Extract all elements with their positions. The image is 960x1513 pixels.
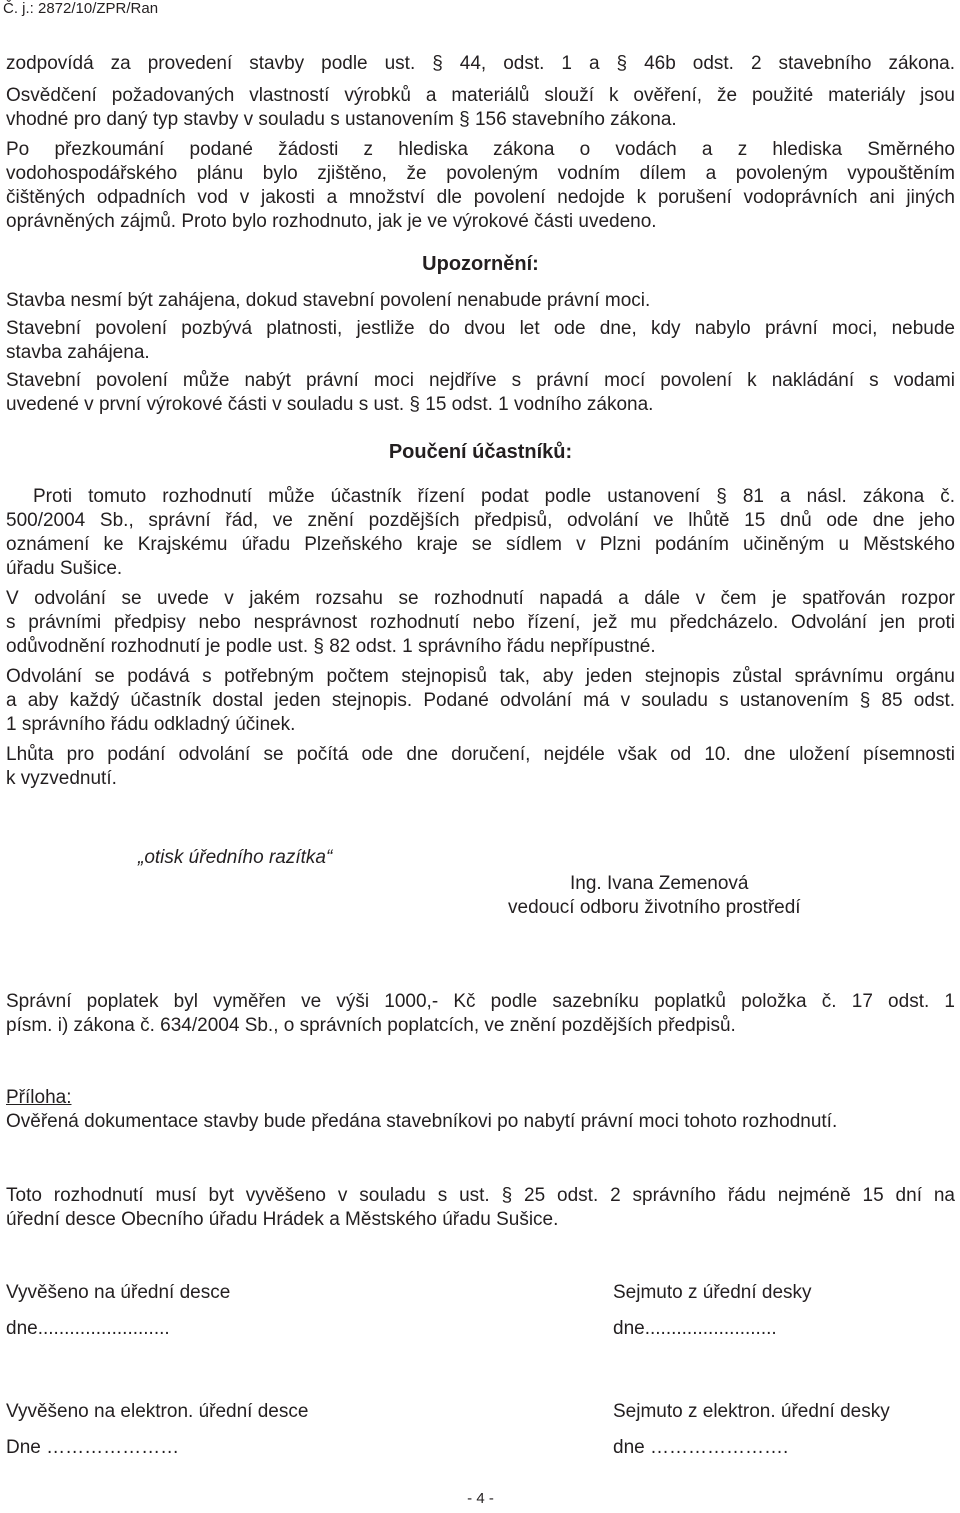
signatory-position: vedoucí odboru životního prostředí <box>508 897 801 918</box>
sejmuto-label: Sejmuto z úřední desky <box>613 1282 812 1303</box>
vyveseni-line: úřední desce Obecního úřadu Hrádek a Městského úřadu Sušice. <box>6 1209 559 1230</box>
upozorneni-line: stavba zahájena. <box>6 342 150 363</box>
signatory-name: Ing. Ivana Zemenová <box>570 873 749 894</box>
pouceni-heading: Poučení účastníků: <box>388 441 573 463</box>
upozorneni-heading: Upozornění: <box>422 253 539 275</box>
stamp-placeholder: „otisk úředního razítka“ <box>138 847 333 868</box>
pouceni-line: Proti tomuto rozhodnutí může účastník řízení podat podle ustanovení § 81 a násl. zákona č. <box>33 486 955 507</box>
priloha-label: Příloha: <box>6 1087 72 1108</box>
pouceni-line: V odvolání se uvede v jakém rozsahu se rozhodnutí napadá a dále v čem je spatřován rozpor <box>6 588 955 609</box>
upozorneni-line: Stavební povolení pozbývá platnosti, jestliže do dvou let ode dne, kdy nabylo právní moci, nebude <box>6 318 955 339</box>
sejmuto-elektron-date: dne …………………. <box>613 1437 789 1458</box>
pouceni-line: k vyzvednutí. <box>6 768 117 789</box>
poplatek-line: Správní poplatek byl vyměřen ve výši 1000,- Kč podle sazebníku poplatků položka č. 17 odst. 1 <box>6 991 955 1012</box>
body-line: čištěných odpadních vod v jakosti a množství dle povolení nedojde k porušení vodoprávních ani jiných <box>6 187 955 208</box>
upozorneni-line: uvedené v první výrokové části v souladu s ust. § 15 odst. 1 vodního zákona. <box>6 394 654 415</box>
pouceni-line: odůvodnění rozhodnutí je podle ust. § 82 odst. 1 správního řádu nepřípustné. <box>6 636 656 657</box>
upozorneni-line: Stavební povolení může nabýt právní moci nejdříve s právní mocí povolení k nakládání s vodami <box>6 370 955 391</box>
pouceni-line: Odvolání se podává s potřebným počtem stejnopisů tak, aby jeden stejnopis zůstal správnímu orgánu <box>6 666 955 687</box>
pouceni-line: úřadu Sušice. <box>6 558 123 579</box>
pouceni-line: oznámení ke Krajskému úřadu Plzeňského kraje se sídlem v Plzni podáním učiněným u Městského <box>6 534 955 555</box>
sejmuto-elektron-label: Sejmuto z elektron. úřední desky <box>613 1401 890 1422</box>
body-line: Po přezkoumání podané žádosti z hlediska zákona o vodách a z hlediska Směrného <box>6 139 955 160</box>
page-header-reference: Č. j.: 2872/10/ZPR/Ran <box>3 0 159 17</box>
vyveseni-line: Toto rozhodnutí musí byt vyvěšeno v souladu s ust. § 25 odst. 2 správního řádu nejméně 15 dní na <box>6 1185 955 1206</box>
body-line: vodohospodářského plánu bylo zjištěno, že povoleným vodním dílem a povoleným vypouštěním <box>6 163 955 184</box>
pouceni-line: Lhůta pro podání odvolání se počítá ode dne doručení, nejdéle však od 10. dne uložení písemnosti <box>6 744 955 765</box>
body-line: Osvědčení požadovaných vlastností výrobků a materiálů slouží k ověření, že použité materiály jsou <box>6 85 955 106</box>
pouceni-line: 500/2004 Sb., správní řád, ve znění pozdějších předpisů, odvolání ve lhůtě 15 dnů ode dne jeho <box>6 510 955 531</box>
vyveseno-elektron-date: Dne ………………… <box>6 1437 180 1458</box>
vyveseno-elektron-label: Vyvěšeno na elektron. úřední desce <box>6 1401 309 1422</box>
page-number: - 4 - <box>467 1490 494 1507</box>
pouceni-line: 1 správního řádu odkladný účinek. <box>6 714 296 735</box>
pouceni-line: s právními předpisy nebo nesprávnost rozhodnutí nebo řízení, jež mu předcházelo. Odvolání jen proti <box>6 612 955 633</box>
upozorneni-line: Stavba nesmí být zahájena, dokud stavební povolení nenabude právní moci. <box>6 290 651 311</box>
vyveseno-date: dne......................... <box>6 1318 170 1339</box>
body-line: zodpovídá za provedení stavby podle ust. § 44, odst. 1 a § 46b odst. 2 stavebního zákona. <box>6 53 955 74</box>
priloha-text: Ověřená dokumentace stavby bude předána stavebníkovi po nabytí právní moci tohoto rozhodnutí. <box>6 1111 838 1132</box>
sejmuto-date: dne......................... <box>613 1318 777 1339</box>
vyveseno-label: Vyvěšeno na úřední desce <box>6 1282 231 1303</box>
body-line: vhodné pro daný typ stavby v souladu s ustanovením § 156 stavebního zákona. <box>6 109 677 130</box>
pouceni-line: a aby každý účastník dostal jeden stejnopis. Podané odvolání má v souladu s ustanovením § 85 odst. <box>6 690 955 711</box>
body-line: oprávněných zájmů. Proto bylo rozhodnuto, jak je ve výrokové části uvedeno. <box>6 211 657 232</box>
poplatek-line: písm. i) zákona č. 634/2004 Sb., o správních poplatcích, ve znění pozdějších předpisů. <box>6 1015 736 1036</box>
